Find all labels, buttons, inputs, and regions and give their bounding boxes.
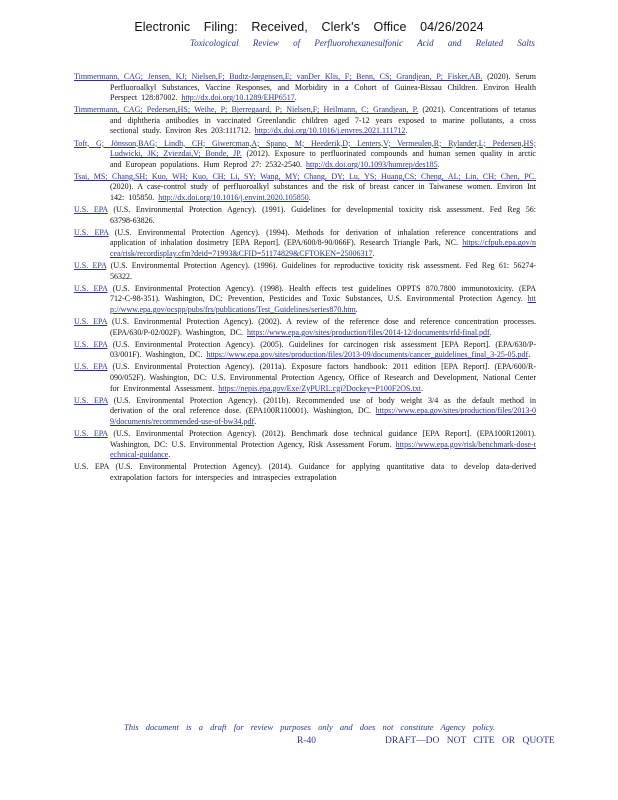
reference-doi-link[interactable]: http://dx.doi.org/10.1016/j.envres.2021.111712 — [254, 126, 406, 136]
reference-text: (U.S. Environmental Protection Agency). (1998). Health effects test guidelines OPPTS 870.7800 immunotoxicity. (EPA 712-C-98-351). Washington, DC: Prevention, Pesticides and Toxic Substances, U.S. Environmental Protection Agency. — [107, 283, 536, 304]
reference-text: (2020). Serum Perfluoroalkyl Substances, Vaccine Responses, and Morbidity in a Cohort of Guinea-Bissau Children. Environ Health Perspect 128:87002. — [110, 72, 537, 103]
reference-doi-link[interactable]: https://www.epa.gov/risk/benchmark-dose-technical-guidance — [110, 439, 536, 460]
reference-entry: U.S. EPA (U.S. Environmental Protection Agency). (1998). Health effects test guidelines OPPTS 870.7800 immunotoxicity. (EPA 712-C-98-351). Washington, DC: Prevention, Pesticides and Toxic Substances, U.S. Environmental Protection Agency. http://www.epa.gov/ocspp/pubs/frs/publications/Test_Guidelines/series870.htm. — [74, 283, 536, 314]
reference-text: (U.S. Environmental Protection Agency). (2012). Benchmark dose technical guidance [EPA Report]. (EPA100R12001). Washington, DC: U.S. Environmental Protection Agency, Risk Assessment Forum. — [107, 429, 536, 449]
reference-text: (U.S. Environmental Protection Agency). (2005). Guidelines for carcinogen risk assessment [EPA Report]. (EPA/630/P-03/001F). Washington, DC. — [107, 339, 536, 360]
reference-entry: Tsai, MS; Chang,SH; Kuo, WH; Kuo, CH; Li, SY; Wang, MY; Chang, DY; Lu, YS; Huang,CS; Cheng, AL; Lin, CH; Chen, PC. (2020). A case-control study of perfluoroalkyl substances and the risk of breast cancer in Taiwanese women. Environ Int 142: 105850. http://dx.doi.org/10.1016/j.envint.2020.105850. — [74, 171, 536, 203]
reference-authors-link[interactable]: U.S. EPA — [74, 362, 108, 372]
reference-doi-link[interactable]: http://dx.doi.org/10.1016/j.envint.2020.105850 — [158, 193, 309, 203]
reference-doi-link[interactable]: https://www.epa.gov/sites/production/files/2014-12/documents/rfd-final.pdf — [246, 327, 490, 337]
reference-authors-link[interactable]: U.S. EPA — [74, 395, 108, 405]
reference-entry — [74, 261, 536, 282]
reference-authors-link[interactable]: Timmermann, CAG; Jensen, KJ; Nielsen,F; Budtz-Jørgensen,E; vanDer Klis, F; Benn, CS; Grandjean, P; Fisker,AB. — [74, 72, 483, 81]
reference-doi-link[interactable]: http://www.epa.gov/ocspp/pubs/frs/publications/Test_Guidelines/series870.htm — [110, 294, 536, 314]
reference-authors-link[interactable]: Tsai, MS; Chang,SH; Kuo, WH; Kuo, CH; Li, SY; Wang, MY; Chang, DY; Lu, YS; Huang,CS; Cheng, AL; Lin, CH; Chen, PC. — [74, 171, 536, 181]
reference-authors-link[interactable]: U.S. EPA — [74, 261, 107, 271]
reference-authors-link[interactable]: U.S. EPA — [74, 339, 108, 349]
reference-authors-link[interactable]: Toft, G; Jönsson,BAG; Lindh, CH; Giwercman,A; Spano, M; Heederik,D; Lenters,V; Vermeulen,R; Rylander,L; Pedersen,HS; Ludwicki, JK; Zviezdai,V; Bonde, JP. — [74, 138, 536, 159]
reference-entry: U.S. EPA (U.S. Environmental Protection Agency). (2011a). Exposure factors handbook: 2011 edition [EPA Report]. (EPA/600/R-090/052F). Washington, DC: U.S. Environmental Protection Agency, Office of Research and Development, National Center for Environmental Assessment. https://nepis.epa.gov/Exe/ZyPURL.cgi?Dockey=P100F2OS.txt. — [74, 362, 536, 393]
reference-entry: Timmermann, CAG; Jensen, KJ; Nielsen,F; Budtz-Jørgensen,E; vanDer Klis, F; Benn, CS; Grandjean, P; Fisker,AB. (2020). Serum Perfluoroalkyl Substances, Vaccine Responses, and Morbidity in a Cohort of Guinea-Bissau Children. Environ Health Perspect 128:87002. http://dx.doi.org/10.1289/EHP6517. — [74, 72, 537, 103]
reference-authors-link[interactable]: U.S. EPA — [74, 205, 108, 215]
filing-header: Electronic Filing: Received, Clerk's Office 04/26/2024 — [134, 20, 484, 34]
reference-text: (U.S. Environmental Protection Agency). (2011a). Exposure factors handbook: 2011 edition [EPA Report]. (EPA/600/R-090/052F). Washington, DC: U.S. Environmental Protection Agency, Office of Research and Development, National Center for Environmental Assessment. — [107, 362, 536, 393]
reference-list — [74, 72, 536, 485]
reference-doi-link[interactable]: https://www.epa.gov/sites/production/files/2013-09/documents/recommended-use-of-bw34.pdf — [110, 406, 536, 426]
reference-text: U.S. EPA (U.S. Environmental Protection Agency). (2014). Guidance for applying quantitative data to develop data-derived extrapolation factors for interspecies and intraspecies extrapolation — [74, 462, 536, 482]
reference-entry: U.S. EPA (U.S. Environmental Protection Agency). (2005). Guidelines for carcinogen risk assessment [EPA Report]. (EPA/630/P-03/001F). Washington, DC. https://www.epa.gov/sites/production/files/2013-09/documents/cancer_guidelines_final_3-25-05.pdf. — [74, 339, 536, 360]
reference-text: (U.S. Environmental Protection Agency). (1991). Guidelines for developmental toxicity risk assessment. Fed Reg 56: 63798-63826. — [107, 205, 536, 225]
running-title: Toxicological Review of Perfluorohexanesulfonic Acid and Related Salts — [190, 38, 535, 48]
reference-entry — [74, 462, 536, 483]
draft-disclaimer: This document is a draft for review purposes only and does not constitute Agency policy. — [124, 722, 496, 732]
reference-text: (U.S. Environmental Protection Agency). (2002). A review of the reference dose and reference concentration processes. (EPA/630/P-02/002F). Washington, DC. — [107, 317, 536, 337]
reference-entry: U.S. EPA (U.S. Environmental Protection Agency). (1994). Methods for derivation of inhalation reference concentrations and application of inhalation dosimetry [EPA Report]. (EPA/600/8-90/066F). Research Triangle Park, NC. https://cfpub.epa.gov/ncea/risk/recordisplay.cfm?deid=71993&CFID=51174829&CFTOKEN=25006317. — [74, 227, 536, 258]
reference-doi-link[interactable]: https://www.epa.gov/sites/production/files/2013-09/documents/cancer_guidelines_final_3-25-05.pdf — [206, 350, 529, 360]
reference-entry: U.S. EPA (U.S. Environmental Protection Agency). (2011b). Recommended use of body weight 3/4 as the default method in derivation of the oral reference dose. (EPA100R110001). Washington, DC. https://www.epa.gov/sites/production/files/2013-09/documents/recommended-use-of-bw34.pdf. — [74, 395, 537, 426]
page-number: R-40 — [297, 736, 316, 746]
reference-text: (U.S. Environmental Protection Agency). (2011b). Recommended use of body weight 3/4 as the default method in derivation of the oral reference dose. (EPA100R110001). Washington, DC. — [107, 395, 537, 416]
reference-doi-link[interactable]: https://cfpub.epa.gov/ncea/risk/recordisplay.cfm?deid=71993&CFID=51174829&CFTOKEN=25006317 — [110, 238, 536, 258]
reference-authors-link[interactable]: U.S. EPA — [74, 317, 108, 327]
reference-text: (2020). A case-control study of perfluoroalkyl substances and the risk of breast cancer in Taiwanese women. Environ Int 142: 105850. — [110, 182, 536, 203]
reference-authors-link[interactable]: U.S. EPA — [74, 429, 108, 438]
reference-authors-link[interactable]: U.S. EPA — [74, 227, 109, 237]
reference-entry: U.S. EPA (U.S. Environmental Protection Agency). (2002). A review of the reference dose and reference concentration processes. (EPA/630/P-02/002F). Washington, DC. https://www.epa.gov/sites/production/files/2014-12/documents/rfd-final.pdf. — [74, 317, 536, 337]
reference-entry: U.S. EPA (U.S. Environmental Protection Agency). (2012). Benchmark dose technical guidance [EPA Report]. (EPA100R12001). Washington, DC: U.S. Environmental Protection Agency, Risk Assessment Forum. https://www.epa.gov/risk/benchmark-dose-technical-guidance. — [74, 429, 536, 460]
reference-entry: Toft, G; Jönsson,BAG; Lindh, CH; Giwercman,A; Spano, M; Heederik,D; Lenters,V; Vermeulen,R; Rylander,L; Pedersen,HS; Ludwicki, JK; Zviezdai,V; Bonde, JP. (2012). Exposure to perfluorinated compounds and human semen quality in arctic and European populations. Hum Reprod 27: 2532-2540. http://dx.doi.org/10.1093/humrep/des185. — [74, 138, 536, 169]
reference-text: (2012). Exposure to perfluorinated compounds and human semen quality in arctic and European populations. Hum Reprod 27: 2532-2540. — [110, 149, 536, 169]
reference-doi-link[interactable]: http://dx.doi.org/10.1093/humrep/des185 — [305, 159, 438, 169]
reference-entry: Timmermann, CAG; Pedersen,HS; Weihe, P; Bjerregaard, P; Nielsen,F; Heilmann, C; Grandjean, P. (2021). Concentrations of tetanus and diphtheria antibodies in vaccinated Greenlandic children aged 7-12 years exposed to marine pollutants, a cross sectional study. Environ Res 203:111712. http://dx.doi.org/10.1016/j.envres.2021.111712. — [74, 105, 537, 136]
reference-text: (2021). Concentrations of tetanus and diphtheria antibodies in vaccinated Greenlandic children aged 7-12 years exposed to marine pollutants, a cross sectional study. Environ Res 203:111712. — [110, 105, 537, 136]
reference-authors-link[interactable]: U.S. EPA — [74, 283, 108, 293]
reference-text: (U.S. Environmental Protection Agency). (1994). Methods for derivation of inhalation reference concentrations and application of inhalation dosimetry [EPA Report]. (EPA/600/8-90/066F). Research Triangle Park, NC. — [108, 227, 536, 248]
reference-authors-link[interactable]: Timmermann, CAG; Pedersen,HS; Weihe, P; Bjerregaard, P; Nielsen,F; Heilmann, C; Grandjean, P. — [74, 105, 419, 115]
reference-entry — [74, 205, 536, 226]
reference-text: (U.S. Environmental Protection Agency). (1996). Guidelines for reproductive toxicity risk assessment. Fed Reg 61: 56274-56322. — [106, 261, 536, 281]
reference-doi-link[interactable]: http://dx.doi.org/10.1289/EHP6517 — [181, 93, 295, 103]
reference-doi-link[interactable]: https://nepis.epa.gov/Exe/ZyPURL.cgi?Dockey=P100F2OS.txt — [218, 383, 421, 393]
draft-label: DRAFT—DO NOT CITE OR QUOTE — [385, 736, 555, 746]
